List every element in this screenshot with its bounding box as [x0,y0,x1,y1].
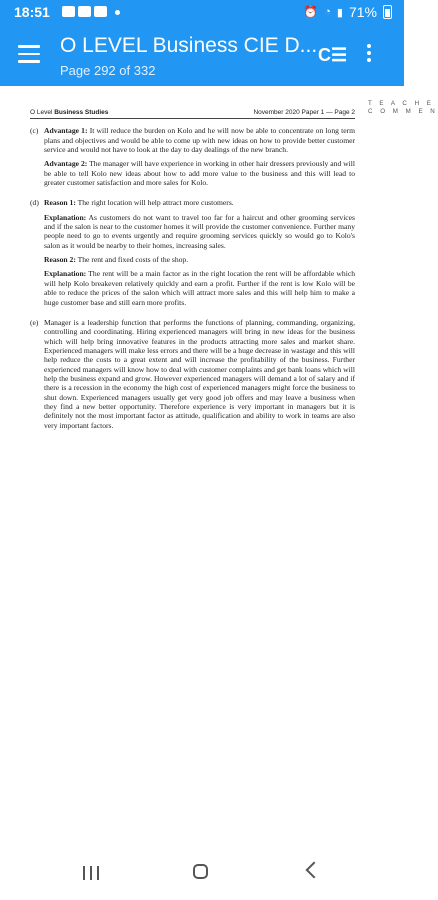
document-title: O LEVEL Business CIE D... [60,34,318,57]
recent-apps-icon[interactable] [83,866,99,880]
back-icon[interactable] [306,862,323,879]
answer-label: (c) [30,126,39,136]
battery-icon [383,5,392,19]
answer-label: (e) [30,317,39,327]
table-of-contents-icon[interactable]: C☰ [318,45,348,65]
alarm-icon: ⏰ [303,5,319,19]
header-right: November 2020 Paper 1 — Page 2 [253,109,355,116]
paragraph: Explanation: As customers do not want to travel too far for a haircut and other grooming services and if the salon is near to the customer homes it will provide the customer convenience. Further many people need to go to events urgently and require grooming services quickly so would go to Kolo's salon as it would be nearby to their homes, increasing sales. [44,212,356,250]
system-navigation-bar [0,848,404,900]
page-indicator: Page 292 of 332 [60,63,156,78]
answer-label: (d) [30,198,39,208]
publisher-logo: T E A C H E C O M M E N [368,100,438,115]
status-right [303,4,392,20]
document-content [30,100,438,441]
paragraph: Reason 2: The rent and fixed costs of the shop. [44,255,189,265]
more-options-icon[interactable] [364,44,374,66]
header-left: O Level Business Studies [30,109,109,116]
status-bar [0,0,404,26]
paragraph: Advantage 1: It will reduce the burden on Kolo and he will now be able to concentrate on long term plans and objectives and would be able to come up with new ideas on how to provide better customer service and would not have to look at the day to day dealings of the new branch. [44,126,355,155]
page-header [30,100,438,119]
answer-c [30,126,355,192]
answer-d [30,198,355,311]
notification-icon [78,6,91,17]
home-icon[interactable] [193,864,208,879]
paragraph: Reason 1: The right location will help attract more customers. [44,198,234,208]
paragraph: Advantage 2: The manager will have experience in working in other hair dressers previously and will be able to tell Kolo new ideas about how to add more value to the business and this will lead to greater customer satisfaction and more sales for Kolo. [44,159,355,188]
paragraph: Manager is a leadership function that performs the functions of planning, commanding, organizing, controlling and coordinating. Hiring experienced managers will bring in new ideas for the business which will help bring innovative features in the products attracting more sales and market share. Experienced managers will make less errors and there will be a huge decrease in wastage and this will help reduce the costs to a great extent and will increase the profitability of the business. Further experienced managers will know how to deal with customer complaints and get bank loans which will help the business expand and grow. However experienced managers will demand a lot of salary and if there is a recession in the economy the high cost of experienced managers might force the business to shut down. Experienced managers usually get very good job offers and may leave a business when they find a new better opportunity. Therefore experience is very important in managers but it is definitely not the most important factor as attitude, qualification and ability to work in teams are also very important factors. [44,317,355,430]
notification-icon [62,6,75,17]
more-notifications-icon [115,10,120,15]
status-time: 18:51 [14,4,50,20]
wifi-icon: ◔ [324,6,331,18]
signal-icon: ▮ [336,6,343,19]
battery-percent: 71% [348,4,377,20]
menu-icon[interactable] [18,45,40,63]
notification-icons [62,6,120,17]
notification-icon [94,6,107,17]
paragraph: Explanation: The rent will be a main factor as in the right location the rent will be affordable which will help Kolo breakeven relatively quickly and earn a profit. Further if the rent is low Kolo will be able to reduce the prices of the salon which will attract more sales and this will help him to make a huge customer base and still earn more profits. [44,269,355,307]
answer-e [30,318,355,435]
app-bar [0,26,404,86]
pdf-page[interactable] [0,86,438,846]
